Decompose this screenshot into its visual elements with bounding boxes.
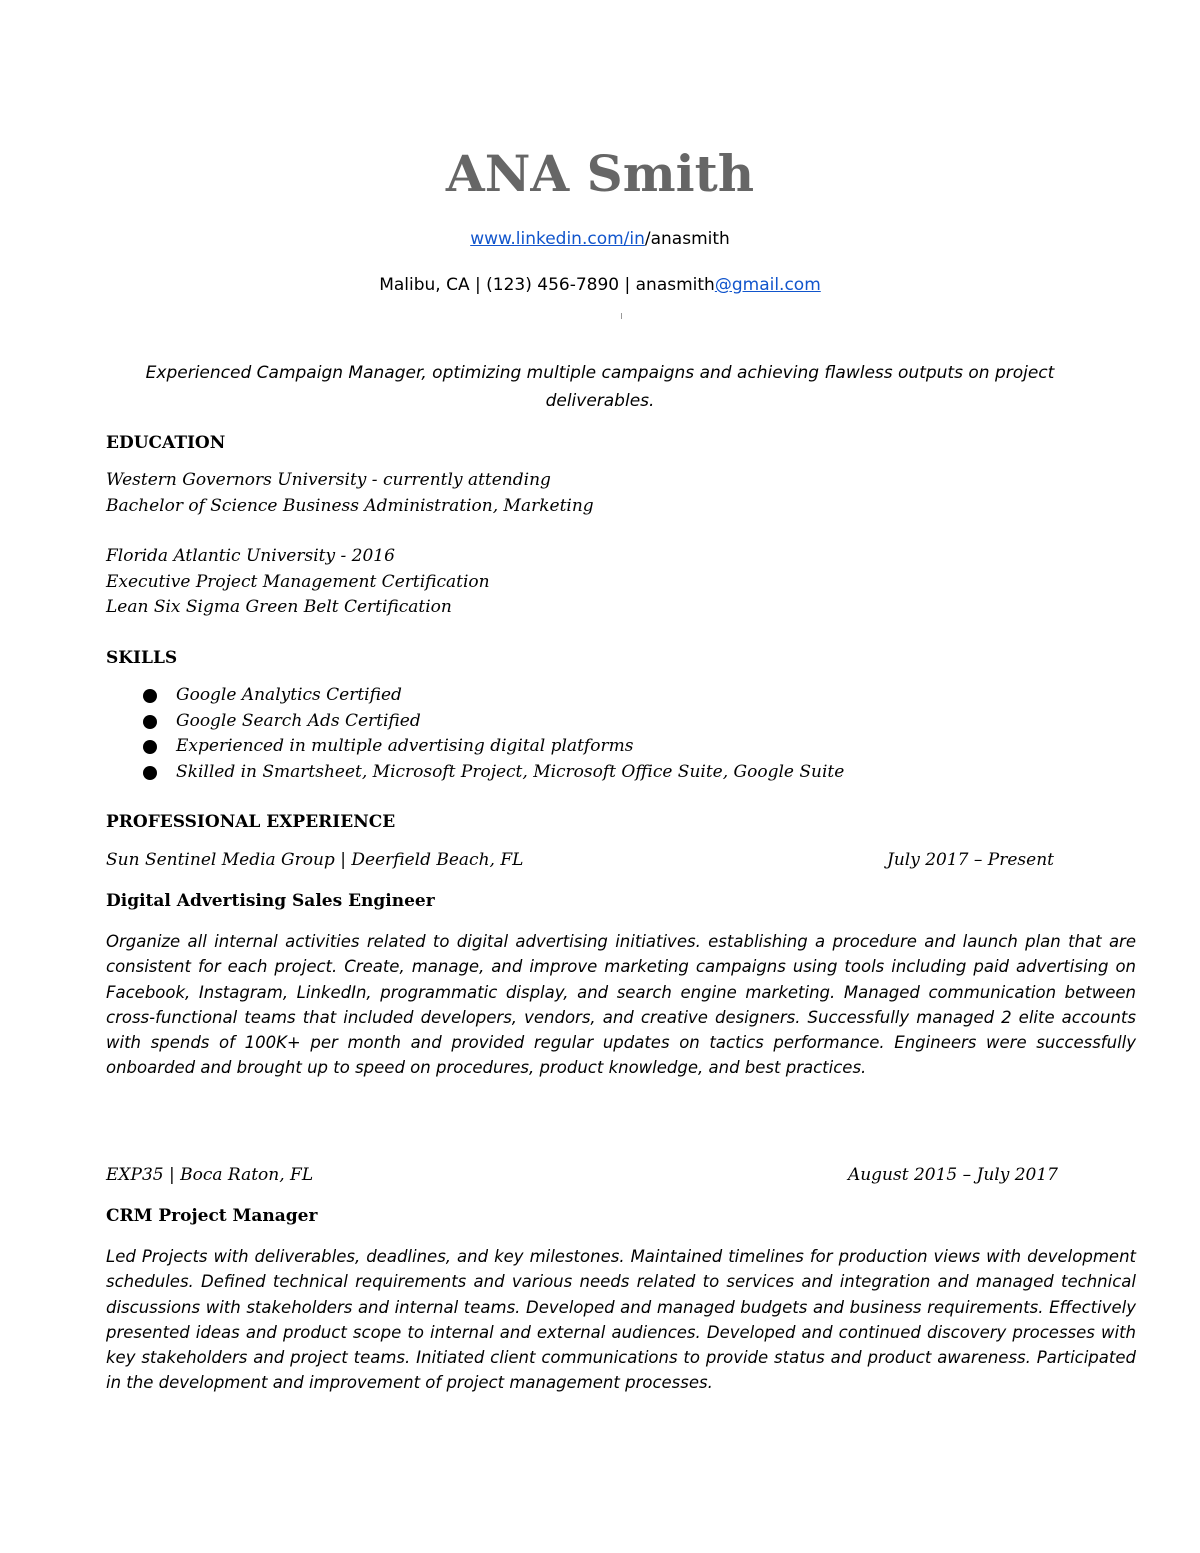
job-title: Digital Advertising Sales Engineer	[106, 891, 435, 911]
skill-label: Skilled in Smartsheet, Microsoft Project, Microsoft Office Suite, Google Suite	[176, 761, 845, 782]
job-company: EXP35 | Boca Raton, FL	[106, 1165, 314, 1185]
job-description: Led Projects with deliverables, deadlines, and key milestones. Maintained timelines for production views with development schedules. Defined technical requirements and various needs related to services and integration and managed technical discussions with stakeholders and internal teams. Developed and managed budgets and business requirements. Effectively presented ideas and product scope to internal and external audiences. Developed and continued discovery processes with key stakeholders and project teams. Initiated client communications to provide status and product awareness. Participated in the development and improvement of project management processes.	[106, 1247, 1136, 1393]
skill-label: Google Search Ads Certified	[176, 710, 421, 731]
linkedin-link[interactable]: www.linkedin.com/in	[470, 229, 645, 249]
education-line: Western Governors University - currently attending	[106, 470, 551, 490]
skills-list	[140, 683, 844, 785]
job-dates: July 2017 – Present	[887, 850, 1054, 870]
skill-item	[140, 760, 844, 786]
education-line: Lean Six Sigma Green Belt Certification	[106, 597, 452, 617]
skill-item	[140, 709, 844, 735]
education-line: Florida Atlantic University - 2016	[106, 546, 395, 566]
candidate-name: ANA Smith	[445, 144, 755, 203]
skills-heading: SKILLS	[106, 648, 178, 668]
job-dates: August 2015 – July 2017	[847, 1165, 1058, 1185]
bullet-icon	[143, 689, 157, 703]
job-company: Sun Sentinel Media Group | Deerfield Beach, FL	[106, 850, 524, 870]
skill-item	[140, 683, 844, 709]
bullet-icon	[143, 766, 157, 780]
bullet-icon	[143, 715, 157, 729]
email-link[interactable]: @gmail.com	[714, 275, 821, 295]
bullet-icon	[143, 740, 157, 754]
skill-label: Google Analytics Certified	[176, 685, 402, 705]
experience-heading: PROFESSIONAL EXPERIENCE	[106, 812, 396, 832]
linkedin-line	[0, 228, 1200, 250]
skill-item	[140, 734, 844, 760]
summary: Experienced Campaign Manager, optimizing multiple campaigns and achieving flawless outputs on project deliverables.	[145, 363, 1055, 411]
education-line: Executive Project Management Certification	[106, 572, 490, 592]
job-title: CRM Project Manager	[106, 1206, 318, 1226]
skill-label: Experienced in multiple advertising digital platforms	[176, 736, 634, 756]
job-description: Organize all internal activities related to digital advertising initiatives. establishing a procedure and launch plan that are consistent for each project. Create, manage, and improve marketing campaigns using tools including paid advertising on Facebook, Instagram, LinkedIn, programmatic display, and search engine marketing. Managed communication between cross-functional teams that included developers, vendors, and creative designers. Successfully managed 2 elite accounts with spends of 100K+ per month and provided regular updates on tactics performance. Engineers were successfully onboarded and brought up to speed on procedures, product knowledge, and best practices.	[106, 932, 1136, 1078]
linkedin-handle: /anasmith	[644, 229, 730, 249]
contact-line	[0, 274, 1200, 296]
education-line: Bachelor of Science Business Administration, Marketing	[106, 496, 594, 516]
divider-mark	[621, 313, 622, 319]
education-heading: EDUCATION	[106, 433, 226, 453]
contact-details: Malibu, CA | (123) 456-7890 | anasmith	[379, 275, 715, 295]
